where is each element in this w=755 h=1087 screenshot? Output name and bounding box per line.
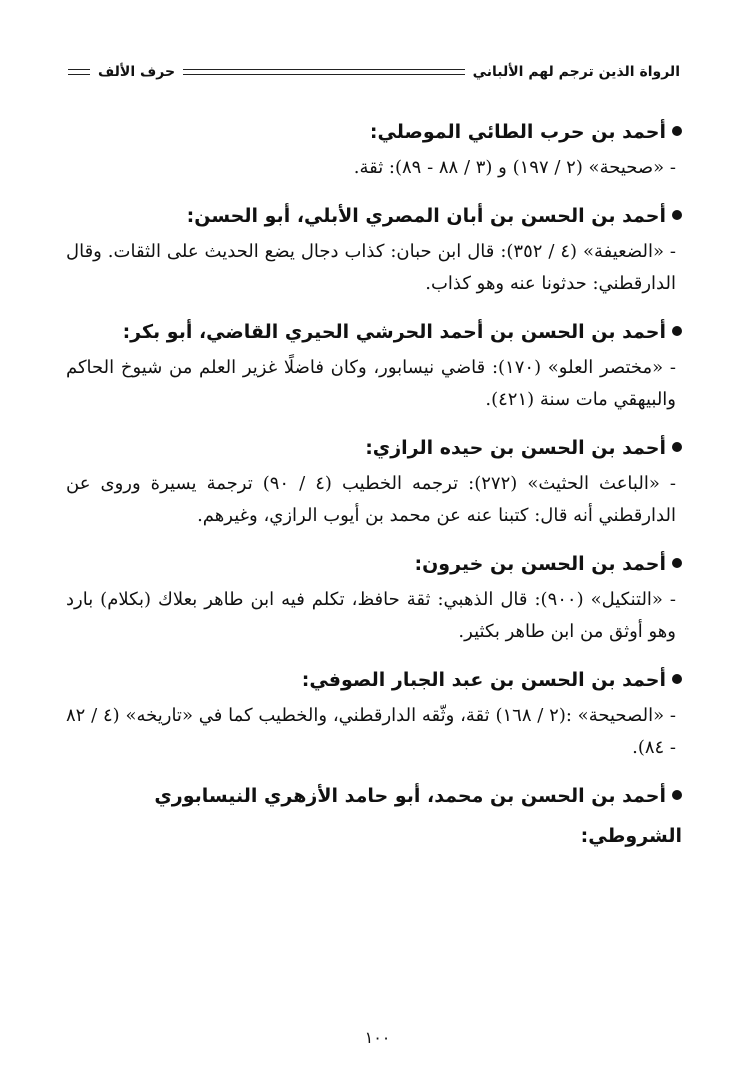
bullet-icon	[672, 126, 682, 136]
header-rule	[183, 69, 464, 75]
entry	[66, 312, 682, 416]
entry-title-text: أحمد بن الحسن بن حيده الرازي:	[365, 437, 666, 459]
entry-title	[66, 776, 682, 856]
entries-list	[66, 112, 682, 856]
entry-body: - «مختصر العلو» (١٧٠): قاضي نيسابور، وكان فاضلًا غزير العلم من شيوخ الحاكم والبيهقي مات سنة (٤٢١).	[66, 357, 676, 410]
header-rule-short	[68, 69, 90, 75]
entry-title-text: أحمد بن الحسن بن عبد الجبار الصوفي:	[301, 669, 666, 691]
entry	[66, 428, 682, 532]
page-number: ١٠٠	[364, 1028, 391, 1047]
entry-body: - «الباعث الحثيث» (٢٧٢): ترجمه الخطيب (٤ / ٩٠) ترجمة يسيرة وروى عن الدارقطني أنه قال: كتبنا عنه عن محمد بن أيوب الرازي، وغيرهم.	[66, 473, 676, 526]
book-title: الرواة الذين ترجم لهم الألباني	[472, 64, 680, 80]
entry	[66, 660, 682, 764]
entry-title-text: أحمد بن حرب الطائي الموصلي:	[369, 121, 666, 143]
bullet-icon	[672, 442, 682, 452]
entry-body: - «الصحيحة» :(٢ / ١٦٨) ثقة، وثّقه الدارقطني، والخطيب كما في «تاريخه» (٤ / ٨٢ - ٨٤).	[66, 705, 676, 758]
entry-title	[66, 112, 682, 152]
entry-title-text: أحمد بن الحسن بن خيرون:	[414, 553, 666, 575]
bullet-icon	[672, 326, 682, 336]
entry-title-text: أحمد بن الحسن بن أبان المصري الأبلي، أبو الحسن:	[186, 205, 666, 227]
entry	[66, 196, 682, 300]
entry-title	[66, 544, 682, 584]
bullet-icon	[672, 790, 682, 800]
entry-title	[66, 196, 682, 236]
section-title: حرف الألف	[98, 64, 176, 80]
entry	[66, 776, 682, 856]
bullet-icon	[672, 674, 682, 684]
bullet-icon	[672, 210, 682, 220]
bullet-icon	[672, 558, 682, 568]
running-header	[60, 60, 680, 84]
entry-title-text: أحمد بن الحسن بن محمد، أبو حامد الأزهري النيسابوري الشروطي:	[154, 785, 682, 847]
entry	[66, 112, 682, 184]
entry	[66, 544, 682, 648]
entry-title	[66, 428, 682, 468]
entry-body: - «صحيحة» (٢ / ١٩٧) و (٣ / ٨٨ - ٨٩): ثقة.	[353, 157, 676, 178]
entry-body: - «التنكيل» (٩٠٠): قال الذهبي: ثقة حافظ، تكلم فيه ابن طاهر بعلاك (بكلام) بارد وهو أوثق من ابن طاهر بكثير.	[66, 589, 676, 642]
entry-title	[66, 312, 682, 352]
entry-title	[66, 660, 682, 700]
entry-body: - «الضعيفة» (٤ / ٣٥٢): قال ابن حبان: كذاب دجال يضع الحديث على الثقات. وقال الدارقطني: حدثونا عنه وهو كذاب.	[66, 241, 676, 294]
entry-title-text: أحمد بن الحسن بن أحمد الحرشي الحيري القاضي، أبو بكر:	[122, 321, 666, 343]
